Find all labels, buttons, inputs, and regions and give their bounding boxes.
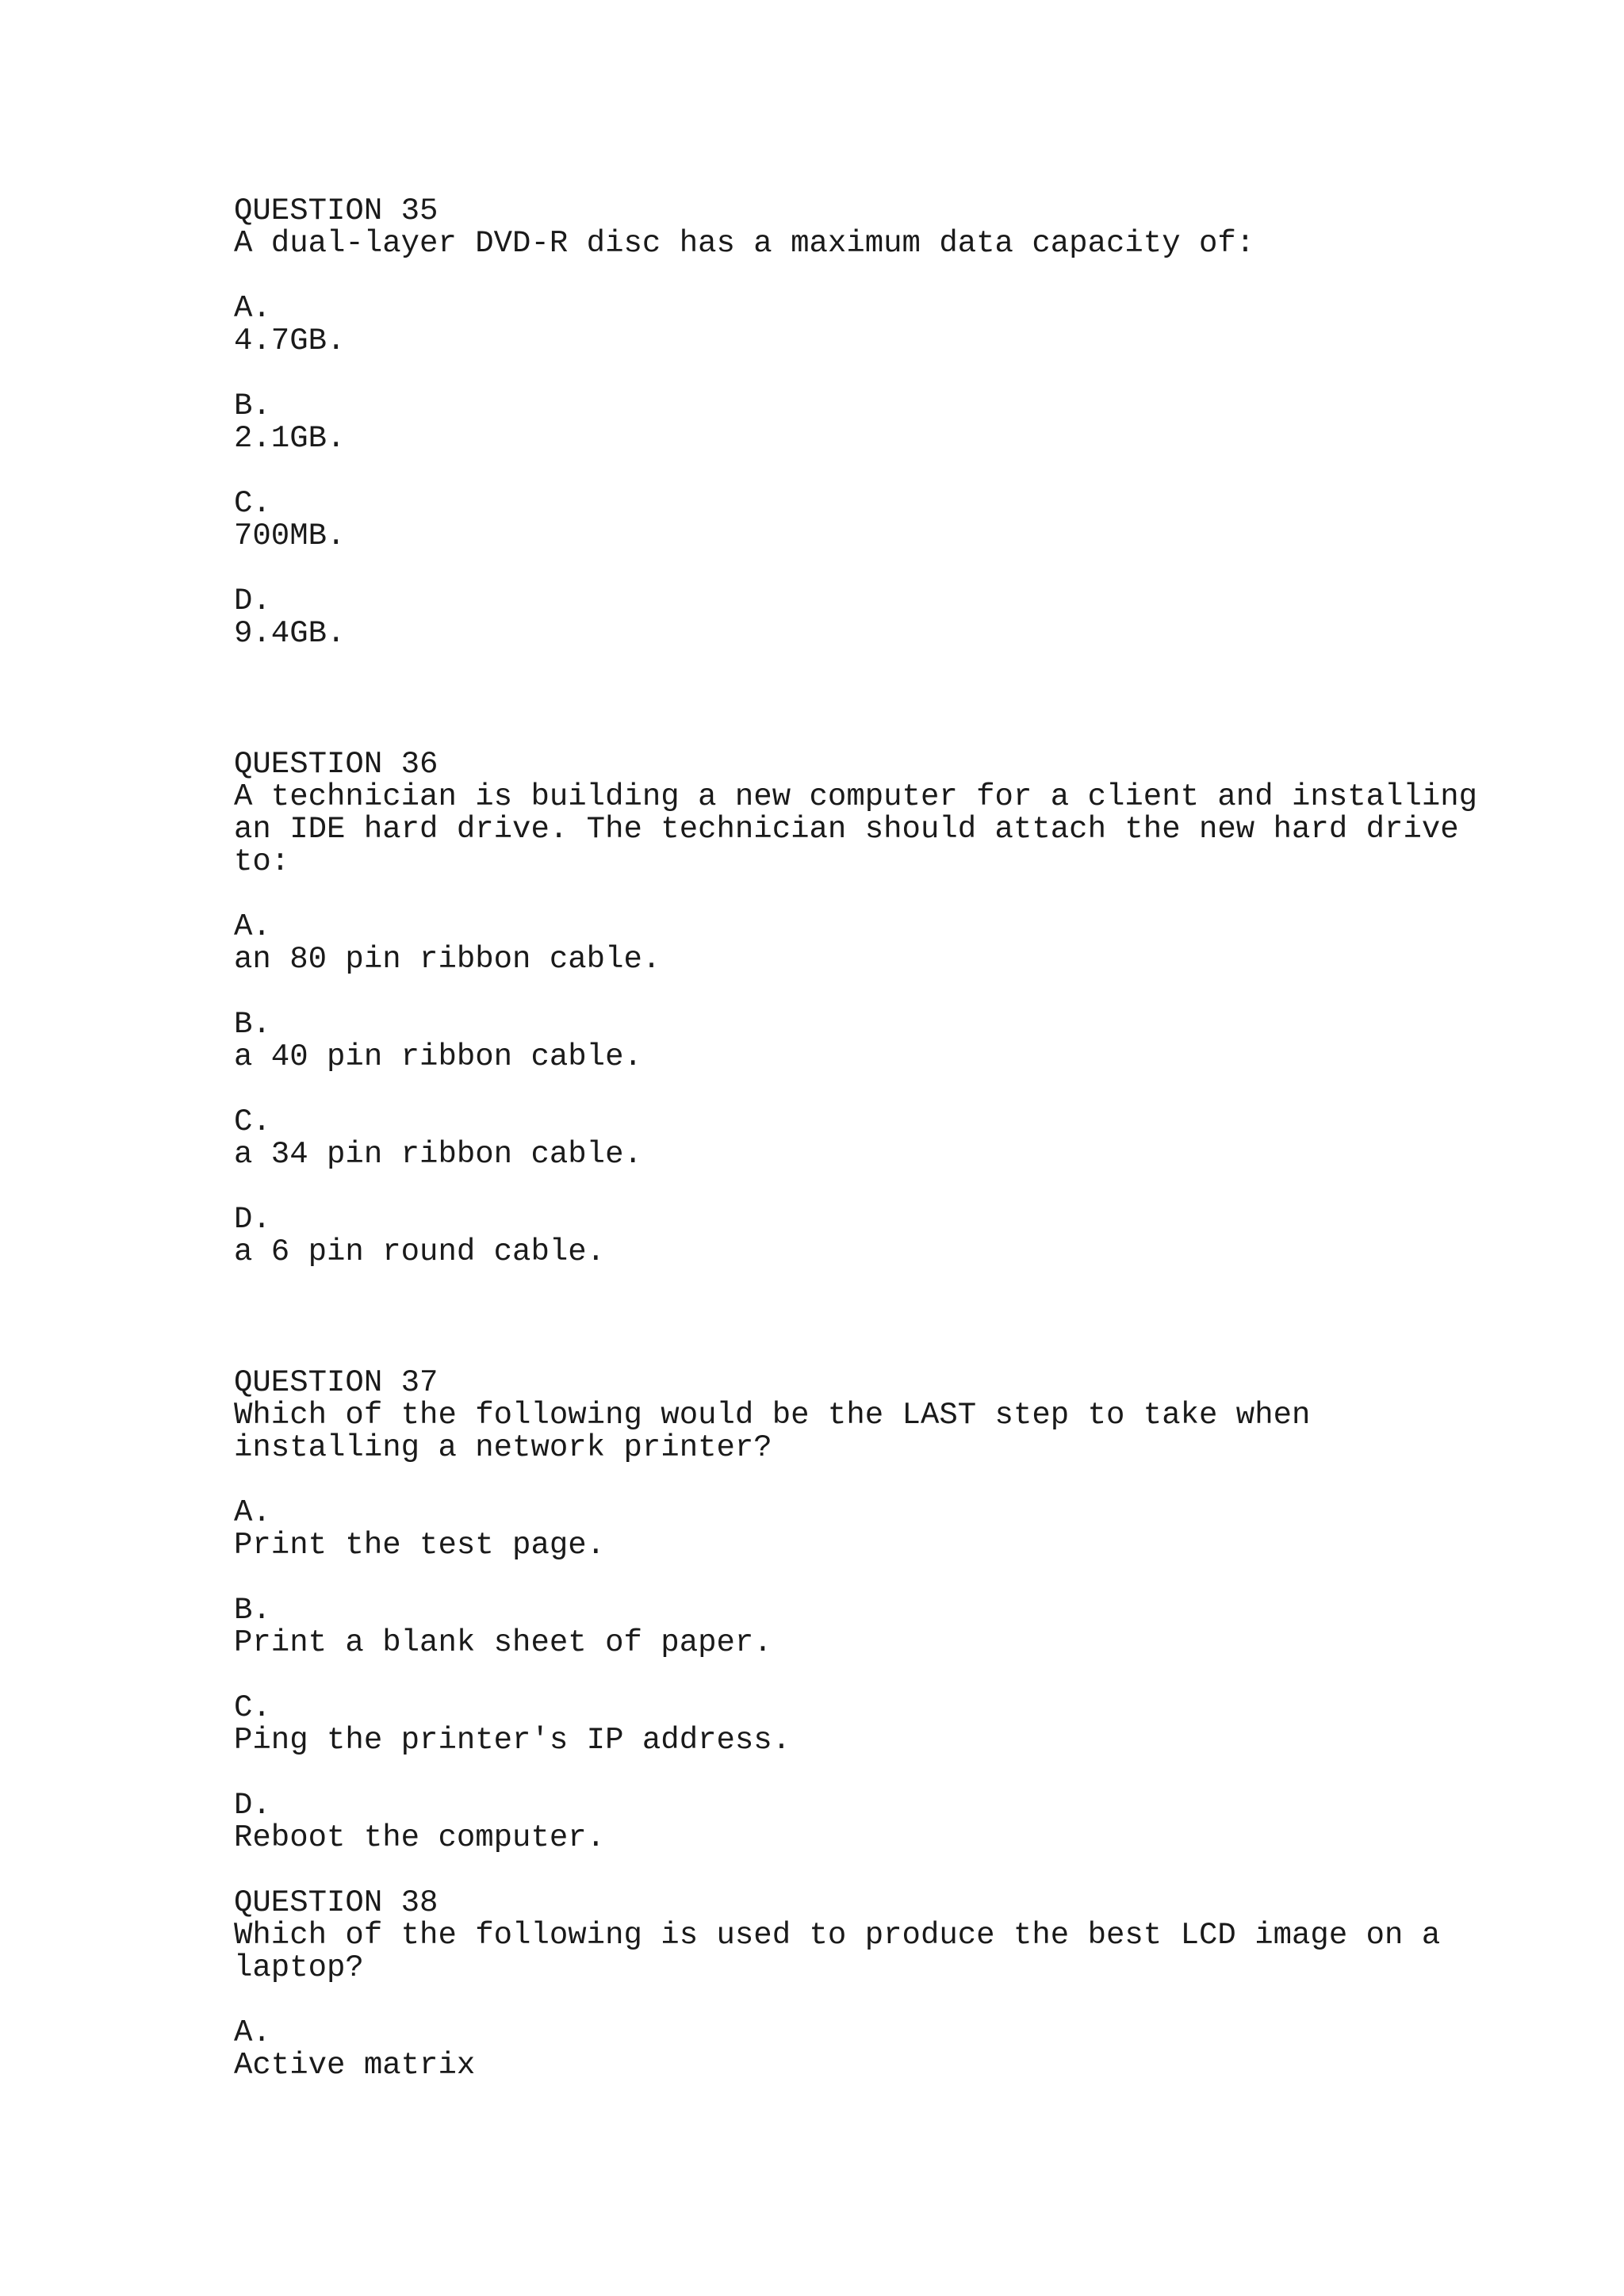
question-35-option-c-letter: C. (234, 486, 271, 521)
question-38-text-line-2: laptop? (234, 1950, 364, 1985)
question-35-heading: QUESTION 35 (234, 193, 439, 228)
question-35-option-c-text: 700MB. (234, 519, 346, 553)
question-36-text-line-2: an IDE hard drive. The technician should attach the new hard drive (234, 812, 1459, 847)
question-37-option-b-text: Print a blank sheet of paper. (234, 1625, 772, 1660)
question-36-option-d-text: a 6 pin round cable. (234, 1234, 606, 1269)
question-38-option-a-text: Active matrix (234, 2048, 476, 2083)
question-35-option-b-text: 2.1GB. (234, 421, 346, 456)
question-36-option-c-text: a 34 pin ribbon cable. (234, 1137, 642, 1172)
question-36-text-line-3: to: (234, 844, 290, 879)
question-36-option-a-text: an 80 pin ribbon cable. (234, 942, 661, 977)
question-36-heading: QUESTION 36 (234, 747, 439, 782)
question-37-option-b-letter: B. (234, 1593, 271, 1628)
question-37-option-a-letter: A. (234, 1495, 271, 1530)
question-35-option-d-letter: D. (234, 584, 271, 618)
question-36-option-d-letter: D. (234, 1202, 271, 1237)
question-38-heading: QUESTION 38 (234, 1885, 439, 1920)
question-37-option-c-letter: C. (234, 1690, 271, 1725)
question-37-option-a-text: Print the test page. (234, 1528, 606, 1563)
question-36-option-b-text: a 40 pin ribbon cable. (234, 1039, 642, 1074)
question-38-text-line-1: Which of the following is used to produce the best LCD image on a (234, 1918, 1441, 1953)
question-35-option-a-letter: A. (234, 291, 271, 326)
question-36-text-line-1: A technician is building a new computer for a client and installing (234, 779, 1478, 814)
question-36-option-c-letter: C. (234, 1104, 271, 1139)
question-35-option-d-text: 9.4GB. (234, 616, 346, 651)
question-37-option-d-text: Reboot the computer. (234, 1820, 606, 1855)
question-38-option-a-letter: A. (234, 2015, 271, 2050)
question-35-option-b-letter: B. (234, 388, 271, 423)
question-37-heading: QUESTION 37 (234, 1365, 439, 1400)
question-37-option-c-text: Ping the printer's IP address. (234, 1723, 791, 1758)
question-35-option-a-text: 4.7GB. (234, 323, 346, 358)
question-36-option-b-letter: B. (234, 1007, 271, 1042)
question-37-text-line-1: Which of the following would be the LAST step to take when (234, 1398, 1311, 1433)
question-37-text-line-2: installing a network printer? (234, 1430, 772, 1465)
question-36-option-a-letter: A. (234, 909, 271, 944)
question-35-text: A dual-layer DVD-R disc has a maximum data capacity of: (234, 226, 1255, 261)
question-37-option-d-letter: D. (234, 1788, 271, 1823)
